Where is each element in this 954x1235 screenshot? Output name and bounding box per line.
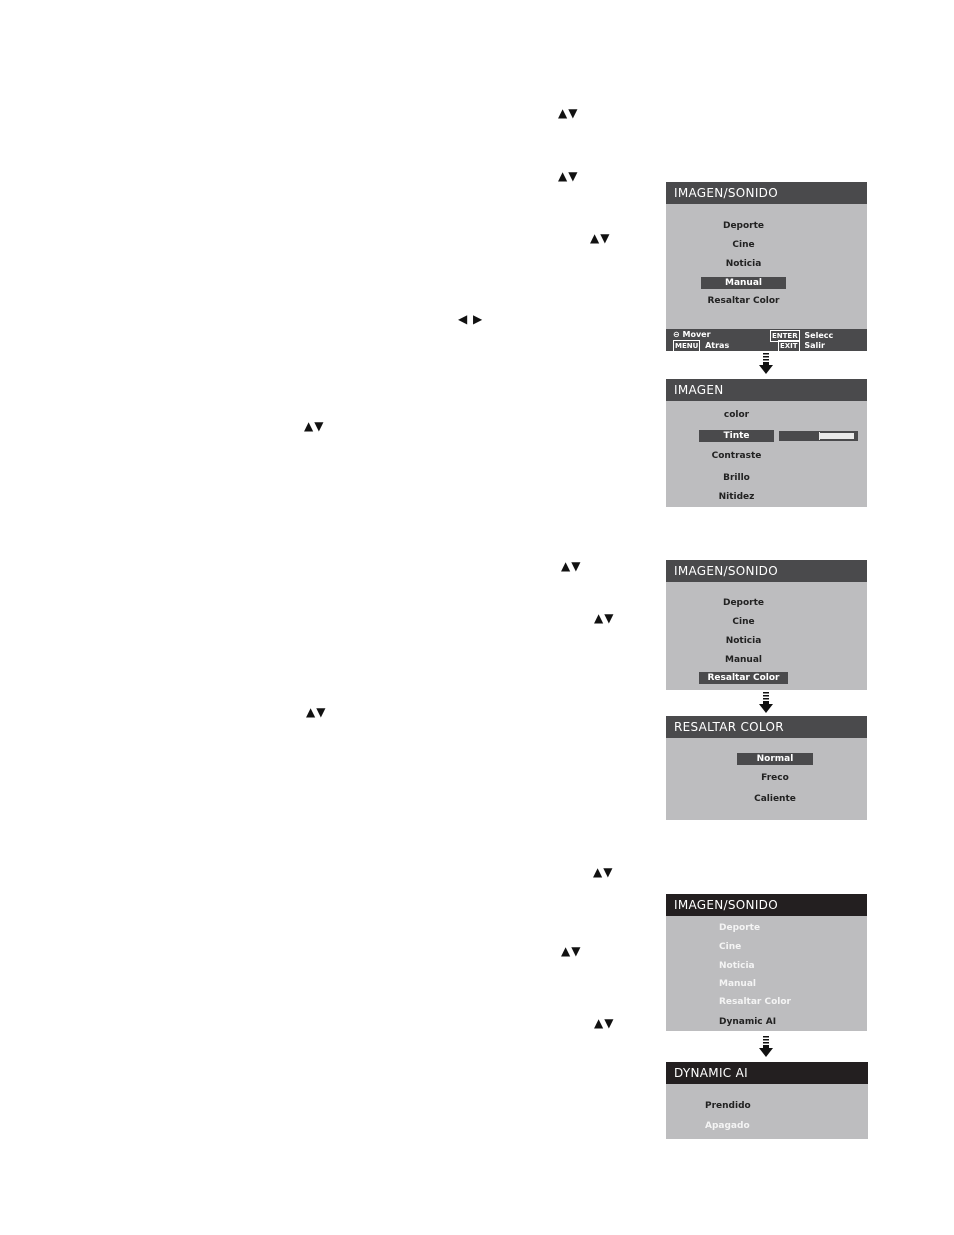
menu-panel-picture-sound [666, 182, 867, 351]
menu-item-sharpness[interactable]: Nitidez [718, 492, 755, 502]
menu-item-color-enhance[interactable]: Resaltar Color [699, 672, 788, 684]
menu-item-cinema[interactable]: Cine [732, 617, 755, 627]
menu-panel-color-enhance [666, 716, 867, 820]
footer-back [673, 340, 729, 352]
menu-item-manual[interactable]: Manual [701, 277, 786, 289]
up-down-arrows-icon: ▲▼ [558, 106, 579, 120]
up-down-arrows-icon: ▲▼ [594, 611, 615, 625]
menu-item-sport[interactable]: Deporte [722, 221, 765, 231]
up-down-arrows-icon: ▲▼ [561, 559, 582, 573]
up-down-arrows-icon: ▲▼ [561, 944, 582, 958]
down-arrow-icon [759, 353, 773, 375]
footer-move [673, 330, 711, 340]
panel-title: RESALTAR COLOR [666, 716, 867, 738]
menu-item-tint[interactable]: Tinte [699, 430, 774, 442]
panel-title: IMAGEN/SONIDO [666, 182, 867, 204]
menu-item-news[interactable]: Noticia [725, 259, 762, 269]
menu-panel-picture [666, 379, 867, 507]
panel-title: IMAGEN/SONIDO [666, 560, 867, 582]
menu-panel-picture-sound [666, 560, 867, 690]
panel-footer [666, 329, 867, 351]
menu-item-dynamic-ai[interactable]: Dynamic AI [719, 1017, 777, 1027]
footer-exit [778, 340, 825, 352]
panel-title: IMAGEN/SONIDO [666, 894, 867, 916]
menu-item-brightness[interactable]: Brillo [723, 473, 750, 483]
menu-panel-picture-sound [666, 894, 867, 1031]
menu-item-on[interactable]: Prendido [705, 1101, 751, 1111]
up-down-arrows-icon: ▲▼ [558, 169, 579, 183]
tint-slider-fill [820, 433, 854, 439]
left-right-arrows-icon: ◀ ▶ [458, 312, 484, 326]
menu-item-news[interactable]: Noticia [725, 636, 762, 646]
footer-exit-label: Salir [804, 341, 825, 350]
menu-item-normal[interactable]: Normal [737, 753, 813, 765]
panel-title: IMAGEN [666, 379, 867, 401]
menu-key-icon: MENU [675, 342, 699, 350]
footer-move-label: Mover [682, 330, 711, 339]
menu-item-manual[interactable]: Manual [719, 979, 757, 989]
exit-key-icon: EXIT [780, 342, 798, 350]
tint-slider[interactable] [779, 431, 858, 441]
tint-slider-knob[interactable] [819, 432, 820, 440]
menu-item-sport[interactable]: Deporte [719, 923, 761, 933]
menu-item-sport[interactable]: Deporte [722, 598, 765, 608]
menu-item-news[interactable]: Noticia [719, 961, 755, 971]
menu-item-cinema[interactable]: Cine [719, 942, 742, 952]
up-down-arrows-icon: ▲▼ [593, 865, 614, 879]
up-down-arrows-icon: ▲▼ [306, 705, 327, 719]
up-down-arrows-icon: ▲▼ [590, 231, 611, 245]
menu-item-manual[interactable]: Manual [724, 655, 762, 665]
menu-item-warm[interactable]: Caliente [754, 794, 796, 804]
menu-item-fresh[interactable]: Freco [761, 773, 789, 783]
panel-title: DYNAMIC AI [666, 1062, 868, 1084]
down-arrow-icon [759, 692, 773, 714]
menu-item-off[interactable]: Apagado [705, 1121, 750, 1131]
menu-item-color[interactable]: color [723, 410, 750, 420]
move-circle-icon: ⊖ [673, 330, 680, 339]
menu-item-color-enhance[interactable]: Resaltar Color [719, 997, 791, 1007]
menu-item-color-enhance[interactable]: Resaltar Color [707, 296, 780, 306]
menu-item-contrast[interactable]: Contraste [711, 451, 762, 461]
menu-panel-dynamic-ai [666, 1062, 868, 1139]
enter-key-icon: ENTER [772, 332, 798, 340]
down-arrow-icon [759, 1036, 773, 1058]
up-down-arrows-icon: ▲▼ [304, 419, 325, 433]
up-down-arrows-icon: ▲▼ [594, 1016, 615, 1030]
menu-item-cinema[interactable]: Cine [732, 240, 755, 250]
footer-back-label: Atras [705, 341, 730, 350]
footer-select-label: Selecc [804, 331, 834, 340]
